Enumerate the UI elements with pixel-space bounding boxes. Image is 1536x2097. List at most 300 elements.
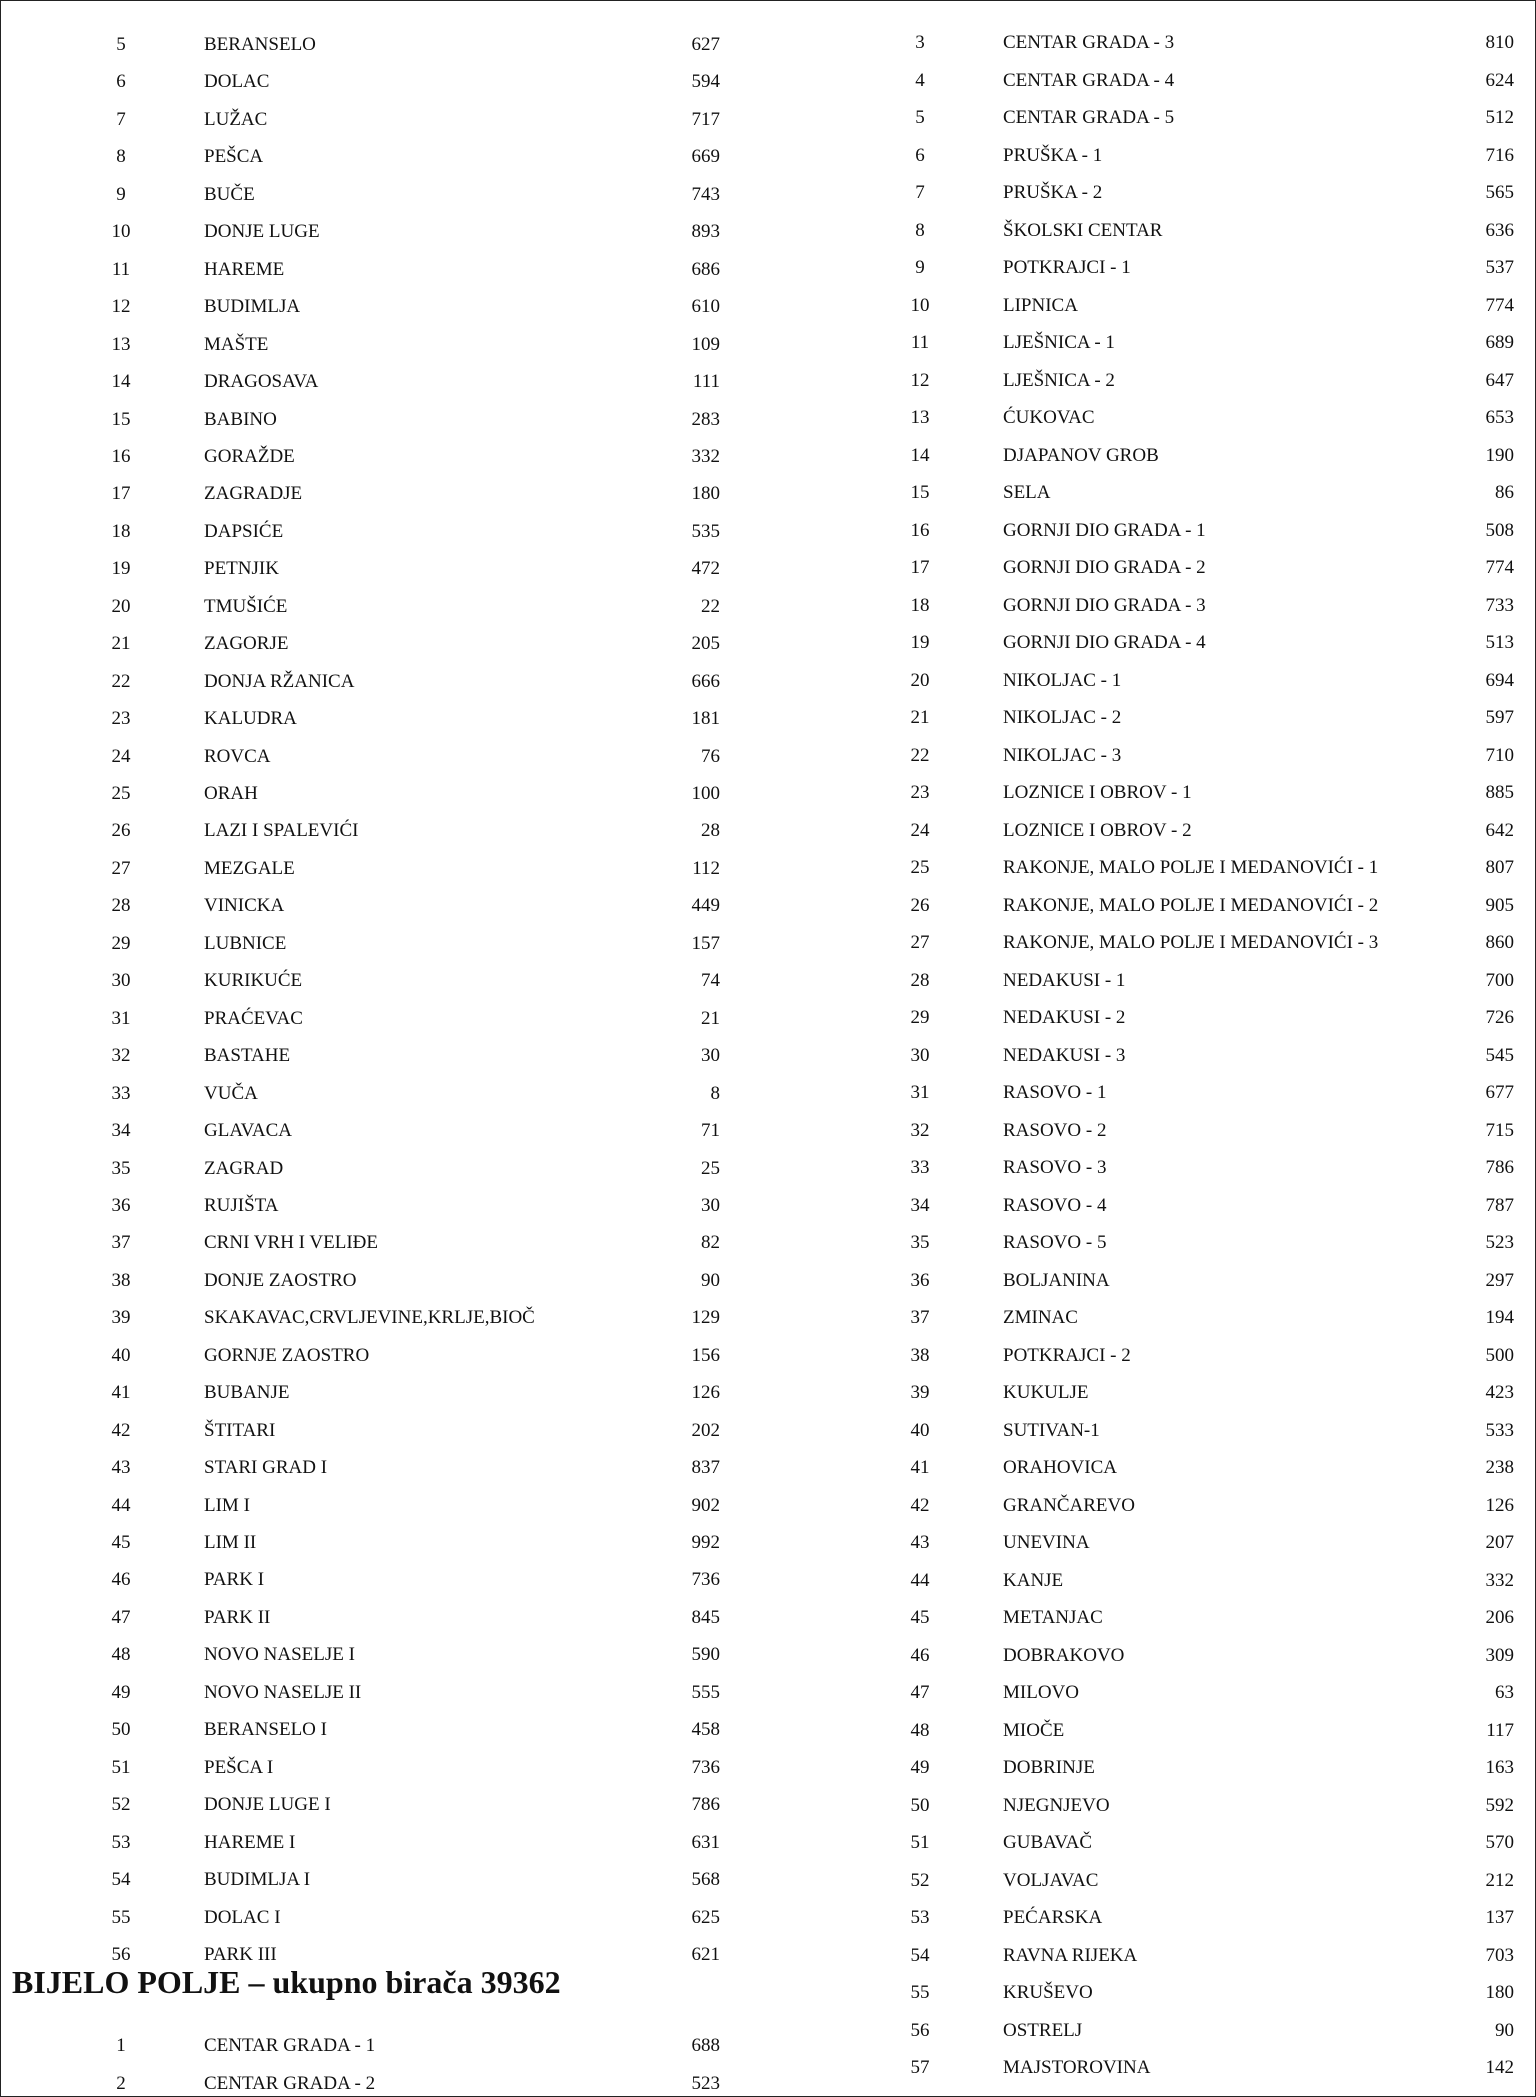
voter-count: 21: [701, 1007, 720, 1029]
row-number: 21: [111, 633, 131, 655]
row-number: 30: [111, 970, 131, 992]
voter-count: 8: [710, 1082, 720, 1104]
table-row: [0, 1605, 1536, 1631]
polling-station-name: DAPSIĆE: [204, 520, 284, 542]
row-number: 29: [111, 932, 131, 954]
row-number: 22: [910, 744, 930, 766]
polling-station-name: RASOVO - 3: [1003, 1157, 1107, 1178]
voter-count: 885: [1485, 782, 1514, 803]
polling-station-name: BOLJANINA: [1003, 1269, 1110, 1291]
row-number: 25: [910, 857, 930, 878]
table-row: [0, 405, 1536, 431]
row-number: 20: [910, 669, 930, 691]
polling-station-name: VINICKA: [204, 895, 285, 917]
voter-count: 590: [691, 1644, 720, 1666]
voter-count: 807: [1485, 857, 1514, 878]
polling-station-name: GORAŽDE: [204, 445, 295, 467]
polling-station-name: CENTAR GRADA - 3: [1003, 32, 1175, 53]
voter-count: 726: [1485, 1007, 1514, 1028]
polling-station-name: GRANČAREVO: [1003, 1494, 1135, 1516]
voter-count: 597: [1485, 707, 1514, 728]
voter-count: 736: [691, 1756, 720, 1778]
table-row: [0, 668, 1536, 694]
voter-count: 537: [1485, 257, 1514, 278]
table-row: [0, 1980, 1536, 2006]
table-row: [0, 68, 1536, 94]
polling-station-name: CRNI VRH I VELIĐE: [204, 1232, 378, 1254]
voter-count: 700: [1485, 969, 1514, 991]
polling-station-name: ORAH: [204, 783, 258, 804]
polling-station-name: STARI GRAD I: [204, 1457, 328, 1479]
row-number: 21: [910, 707, 930, 728]
polling-station-name: ORAHOVICA: [1003, 1457, 1117, 1478]
table-row: [0, 143, 1536, 169]
row-number: 46: [910, 1644, 930, 1666]
row-number: 14: [111, 371, 131, 393]
voter-count: 787: [1485, 1194, 1514, 1216]
polling-station-name: ZAGRAD: [204, 1157, 284, 1179]
polling-station-name: ZAGORJE: [204, 633, 289, 655]
row-number: 44: [111, 1494, 131, 1516]
row-number: 38: [910, 1344, 930, 1366]
row-number: 56: [910, 2019, 930, 2041]
polling-station-name: NJEGNJEVO: [1003, 1794, 1110, 1816]
row-number: 8: [116, 146, 126, 168]
table-row: [0, 218, 1536, 244]
row-number: 14: [910, 444, 930, 466]
polling-station-name: RASOVO - 5: [1003, 1232, 1107, 1253]
voter-count: 717: [691, 108, 720, 130]
polling-station-name: CENTAR GRADA - 4: [1003, 69, 1175, 91]
polling-station-name: RUJIŠTA: [204, 1194, 279, 1216]
row-number: 20: [111, 595, 131, 617]
polling-station-name: GLAVACA: [204, 1120, 292, 1142]
voter-count: 458: [691, 1719, 720, 1741]
table-row: [0, 180, 1536, 206]
voter-count: 206: [1485, 1607, 1514, 1628]
row-number: 40: [910, 1419, 930, 1441]
table-row: [0, 1868, 1536, 1894]
table-row: [0, 1043, 1536, 1069]
voter-count: 283: [691, 408, 720, 430]
row-number: 35: [111, 1157, 131, 1179]
row-number: 32: [111, 1045, 131, 1067]
voter-count: 100: [691, 783, 720, 804]
row-number: 39: [910, 1382, 930, 1403]
row-number: 44: [910, 1569, 930, 1591]
polling-station-name: NEDAKUSI - 1: [1003, 969, 1126, 991]
voter-count: 513: [1485, 632, 1514, 653]
voter-count: 205: [691, 633, 720, 655]
row-number: 57: [910, 2057, 930, 2078]
polling-station-name: DOLAC I: [204, 1906, 281, 1928]
voter-count: 71: [701, 1120, 720, 1142]
polling-station-name: LOZNICE I OBROV - 1: [1003, 782, 1192, 803]
polling-station-name: PETNJIK: [204, 558, 279, 580]
table-row: [0, 330, 1536, 356]
voter-count: 22: [701, 595, 720, 617]
voter-count: 786: [1485, 1157, 1514, 1178]
polling-station-name: DONJA RŽANICA: [204, 670, 355, 692]
table-row: [0, 555, 1536, 581]
polling-station-name: BASTAHE: [204, 1045, 291, 1067]
table-row: [0, 1830, 1536, 1856]
voter-count: 710: [1485, 744, 1514, 766]
polling-station-name: DRAGOSAVA: [204, 371, 319, 393]
row-number: 54: [910, 1944, 930, 1966]
voter-count: 202: [691, 1419, 720, 1441]
voter-count: 703: [1485, 1944, 1514, 1966]
row-number: 28: [910, 969, 930, 991]
table-row: [0, 1755, 1536, 1781]
table-row: [0, 443, 1536, 469]
voter-count: 332: [691, 445, 720, 467]
voter-count: 594: [691, 71, 720, 93]
table-row: [0, 2018, 1536, 2044]
polling-station-name: GORNJI DIO GRADA - 2: [1003, 557, 1206, 578]
row-number: 11: [111, 258, 131, 280]
voter-count: 565: [1485, 182, 1514, 203]
polling-station-name: GORNJI DIO GRADA - 4: [1003, 632, 1206, 653]
voter-count: 774: [1485, 557, 1514, 578]
polling-station-name: CENTAR GRADA - 2: [204, 2072, 376, 2094]
row-number: 7: [116, 108, 126, 130]
row-number: 34: [111, 1120, 131, 1142]
voter-count: 653: [1485, 407, 1514, 428]
voter-count: 686: [691, 258, 720, 280]
voter-count: 627: [691, 34, 720, 55]
row-number: 36: [111, 1194, 131, 1216]
polling-station-name: DOBRINJE: [1003, 1757, 1095, 1778]
polling-station-name: BUDIMLJA: [204, 296, 301, 318]
table-row: [0, 705, 1536, 731]
polling-station-name: KRUŠEVO: [1003, 1982, 1093, 2003]
row-number: 22: [111, 670, 131, 692]
polling-station-name: RAKONJE, MALO POLJE I MEDANOVIĆI - 2: [1003, 894, 1379, 916]
table-row: [0, 1493, 1536, 1519]
voter-count: 636: [1485, 219, 1514, 241]
table-row: [0, 593, 1536, 619]
row-number: 15: [910, 482, 930, 503]
table-row: [0, 1530, 1536, 1556]
voter-count: 689: [1485, 332, 1514, 353]
table-row: [0, 2055, 1536, 2081]
row-number: 36: [910, 1269, 930, 1291]
row-number: 40: [111, 1344, 131, 1366]
row-number: 24: [910, 819, 930, 841]
row-number: 39: [111, 1307, 131, 1329]
table-row: [0, 480, 1536, 506]
polling-station-name: PEĆARSKA: [1003, 1907, 1103, 1928]
polling-station-name: DONJE LUGE I: [204, 1794, 331, 1816]
row-number: 37: [910, 1307, 930, 1328]
polling-station-name: DJAPANOV GROB: [1003, 444, 1159, 466]
voter-count: 533: [1485, 1419, 1514, 1441]
row-number: 43: [910, 1532, 930, 1553]
polling-station-name: KALUDRA: [204, 708, 297, 730]
voter-count: 733: [1485, 594, 1514, 616]
polling-station-name: HAREME I: [204, 1831, 296, 1853]
polling-station-name: CENTAR GRADA - 5: [1003, 107, 1175, 128]
table-row: [0, 1455, 1536, 1481]
row-number: 52: [910, 1869, 930, 1891]
row-number: 12: [111, 296, 131, 318]
table-row: [0, 1268, 1536, 1294]
voter-count: 129: [691, 1307, 720, 1329]
polling-station-name: LIM II: [204, 1532, 257, 1553]
polling-station-name: RASOVO - 2: [1003, 1119, 1107, 1141]
polling-station-name: LIPNICA: [1003, 294, 1078, 316]
row-number: 17: [910, 557, 930, 578]
row-number: 46: [111, 1569, 131, 1591]
voter-count: 117: [1486, 1719, 1514, 1741]
table-row: [0, 930, 1536, 956]
voter-count: 677: [1485, 1082, 1514, 1103]
voter-count: 238: [1485, 1457, 1514, 1478]
voter-count: 743: [691, 183, 720, 205]
voter-count: 90: [701, 1269, 720, 1291]
row-number: 47: [910, 1682, 930, 1703]
table-row: [0, 255, 1536, 281]
polling-station-name: PARK II: [204, 1606, 271, 1628]
voter-count: 137: [1485, 1907, 1514, 1928]
polling-station-name: POTKRAJCI - 1: [1003, 257, 1131, 278]
table-row: [0, 1230, 1536, 1256]
row-number: 24: [111, 745, 131, 767]
table-row: [0, 1680, 1536, 1706]
polling-station-name: NIKOLJAC - 2: [1003, 707, 1122, 728]
row-number: 33: [910, 1157, 930, 1178]
table-row: [0, 893, 1536, 919]
polling-station-name: KUKULJE: [1003, 1382, 1089, 1403]
row-number: 16: [910, 519, 930, 541]
voter-count: 523: [691, 2072, 720, 2094]
table-row: [0, 1380, 1536, 1406]
voter-count: 180: [691, 483, 720, 505]
voter-count: 624: [1485, 69, 1514, 91]
polling-station-name: DOBRAKOVO: [1003, 1644, 1125, 1666]
polling-station-name: GUBAVAČ: [1003, 1832, 1093, 1853]
row-number: 51: [910, 1832, 930, 1853]
polling-station-name: GORNJI DIO GRADA - 3: [1003, 594, 1206, 616]
polling-station-name: RAKONJE, MALO POLJE I MEDANOVIĆI - 1: [1003, 857, 1379, 878]
row-number: 18: [910, 594, 930, 616]
row-number: 41: [910, 1457, 930, 1478]
polling-station-name: BERANSELO I: [204, 1719, 327, 1741]
voter-count: 893: [691, 221, 720, 243]
voter-count: 688: [691, 2035, 720, 2056]
polling-station-name: ZAGRADJE: [204, 483, 303, 505]
polling-station-name: NEDAKUSI - 2: [1003, 1007, 1126, 1028]
polling-station-name: ŠTITARI: [204, 1419, 276, 1441]
row-number: 27: [910, 932, 930, 953]
row-number: 2: [116, 2072, 126, 2094]
polling-station-name: BUBANJE: [204, 1382, 290, 1404]
polling-station-name: OSTRELJ: [1003, 2019, 1083, 2041]
polling-station-name: VUČA: [204, 1082, 258, 1104]
row-number: 1: [116, 2035, 126, 2056]
polling-station-name: MAJSTOROVINA: [1003, 2057, 1151, 2078]
table-row: [0, 780, 1536, 806]
polling-station-name: PRAĆEVAC: [204, 1007, 303, 1029]
voter-count: 837: [691, 1457, 720, 1479]
table-row: [0, 1305, 1536, 1331]
voter-count: 109: [691, 333, 720, 355]
polling-station-name: LUŽAC: [204, 108, 268, 130]
voter-count: 82: [701, 1232, 720, 1254]
polling-station-name: UNEVINA: [1003, 1532, 1090, 1553]
polling-station-name: MILOVO: [1003, 1682, 1079, 1703]
row-number: 31: [910, 1082, 930, 1103]
polling-station-name: LOZNICE I OBROV - 2: [1003, 819, 1192, 841]
row-number: 19: [910, 632, 930, 653]
voter-count: 126: [1485, 1494, 1514, 1516]
polling-station-name: METANJAC: [1003, 1607, 1103, 1628]
table-row: [0, 818, 1536, 844]
polling-station-name: LUBNICE: [204, 932, 287, 954]
table-row: [0, 1005, 1536, 1031]
row-number: 11: [910, 332, 930, 353]
row-number: 31: [111, 1007, 131, 1029]
row-number: 43: [111, 1457, 131, 1479]
row-number: 4: [915, 69, 925, 91]
voter-count: 666: [691, 670, 720, 692]
polling-station-name: KANJE: [1003, 1569, 1064, 1591]
voter-count: 207: [1485, 1532, 1514, 1553]
polling-station-name: PARK I: [204, 1569, 265, 1591]
voter-count: 592: [1485, 1794, 1514, 1816]
row-number: 15: [111, 408, 131, 430]
row-number: 53: [910, 1907, 930, 1928]
row-number: 45: [111, 1532, 131, 1553]
polling-station-name: LJEŠNICA - 2: [1003, 369, 1115, 391]
polling-station-name: NIKOLJAC - 1: [1003, 669, 1122, 691]
voter-count: 992: [691, 1532, 720, 1553]
polling-station-name: SKAKAVAC,CRVLJEVINE,KRLJE,BIOČ: [204, 1307, 535, 1329]
polling-station-name: TMUŠIĆE: [204, 595, 288, 617]
voter-count: 181: [691, 708, 720, 730]
polling-station-name: POTKRAJCI - 2: [1003, 1344, 1131, 1366]
polling-station-name: DONJE ZAOSTRO: [204, 1269, 357, 1291]
voter-count: 905: [1485, 894, 1514, 916]
row-number: 38: [111, 1269, 131, 1291]
voter-count: 523: [1485, 1232, 1514, 1253]
voter-count: 625: [691, 1906, 720, 1928]
voter-count: 30: [701, 1045, 720, 1067]
voter-count: 163: [1485, 1757, 1514, 1778]
polling-station-name: PEŠCA I: [204, 1756, 274, 1778]
polling-station-name: CENTAR GRADA - 1: [204, 2035, 376, 2056]
polling-station-name: PRUŠKA - 1: [1003, 144, 1103, 166]
polling-station-name: LAZI I SPALEVIĆI: [204, 820, 359, 842]
voter-count: 610: [691, 296, 720, 318]
row-number: 26: [910, 894, 930, 916]
row-number: 52: [111, 1794, 131, 1816]
polling-station-name: BUČE: [204, 183, 255, 205]
polling-station-name: GORNJI DIO GRADA - 1: [1003, 519, 1206, 541]
table-row: [0, 743, 1536, 769]
row-number: 29: [910, 1007, 930, 1028]
row-number: 48: [910, 1719, 930, 1741]
voter-count: 30: [701, 1194, 720, 1216]
row-number: 8: [915, 219, 925, 241]
polling-station-name: ROVCA: [204, 745, 271, 767]
voter-count: 157: [691, 932, 720, 954]
voter-count: 669: [691, 146, 720, 168]
polling-station-name: NOVO NASELJE II: [204, 1681, 362, 1703]
voter-count: 500: [1485, 1344, 1514, 1366]
voter-count: 694: [1485, 669, 1514, 691]
voter-count: 647: [1485, 369, 1514, 391]
polling-station-name: RASOVO - 1: [1003, 1082, 1107, 1103]
polling-station-name: NOVO NASELJE I: [204, 1644, 355, 1666]
table-row: [0, 630, 1536, 656]
row-number: 9: [915, 257, 925, 278]
voter-count: 86: [1495, 482, 1514, 503]
voter-count: 25: [701, 1157, 720, 1179]
voter-count: 297: [1485, 1269, 1514, 1291]
polling-station-name: PRUŠKA - 2: [1003, 182, 1103, 203]
voter-count: 716: [1485, 144, 1514, 166]
table-row: [0, 968, 1536, 994]
polling-station-name: RASOVO - 4: [1003, 1194, 1107, 1216]
voter-count: 472: [691, 558, 720, 580]
row-number: 26: [111, 820, 131, 842]
polling-station-name: RAVNA RIJEKA: [1003, 1944, 1138, 1966]
table-row: [0, 1118, 1536, 1144]
voter-count: 194: [1485, 1307, 1514, 1328]
row-number: 45: [910, 1607, 930, 1628]
voter-count: 332: [1485, 1569, 1514, 1591]
table-row: [0, 105, 1536, 131]
section-heading: BIJELO POLJE – ukupno birača 39362: [12, 1964, 561, 2000]
row-number: 6: [116, 71, 126, 93]
row-number: 13: [910, 407, 930, 428]
voter-count: 74: [701, 970, 720, 992]
voter-count: 90: [1495, 2019, 1514, 2041]
row-number: 37: [111, 1232, 131, 1254]
row-number: 35: [910, 1232, 930, 1253]
row-number: 41: [111, 1382, 131, 1404]
table-row: [0, 1343, 1536, 1369]
polling-station-name: PARK III: [204, 1943, 277, 1965]
polling-station-name: SUTIVAN-1: [1003, 1419, 1100, 1441]
polling-station-name: DOLAC: [204, 71, 270, 93]
table-row: [0, 1643, 1536, 1669]
row-number: 5: [116, 34, 126, 55]
table-row: [0, 368, 1536, 394]
table-row: [0, 1793, 1536, 1819]
row-number: 18: [111, 520, 131, 542]
polling-station-name: RAKONJE, MALO POLJE I MEDANOVIĆI - 3: [1003, 932, 1379, 953]
row-number: 50: [910, 1794, 930, 1816]
row-number: 30: [910, 1044, 930, 1066]
row-number: 42: [111, 1419, 131, 1441]
voter-count: 190: [1485, 444, 1514, 466]
row-number: 56: [111, 1943, 131, 1965]
polling-station-name: LJEŠNICA - 1: [1003, 332, 1115, 353]
row-number: 28: [111, 895, 131, 917]
voter-count: 621: [691, 1943, 720, 1965]
voter-count: 309: [1485, 1644, 1514, 1666]
polling-station-name: BUDIMLJA I: [204, 1869, 311, 1891]
polling-station-name: GORNJE ZAOSTRO: [204, 1344, 370, 1366]
voter-count: 423: [1485, 1382, 1514, 1403]
row-number: 47: [111, 1606, 131, 1628]
table-row: [0, 293, 1536, 319]
polling-station-name: BABINO: [204, 408, 277, 430]
voter-count: 810: [1485, 32, 1514, 53]
